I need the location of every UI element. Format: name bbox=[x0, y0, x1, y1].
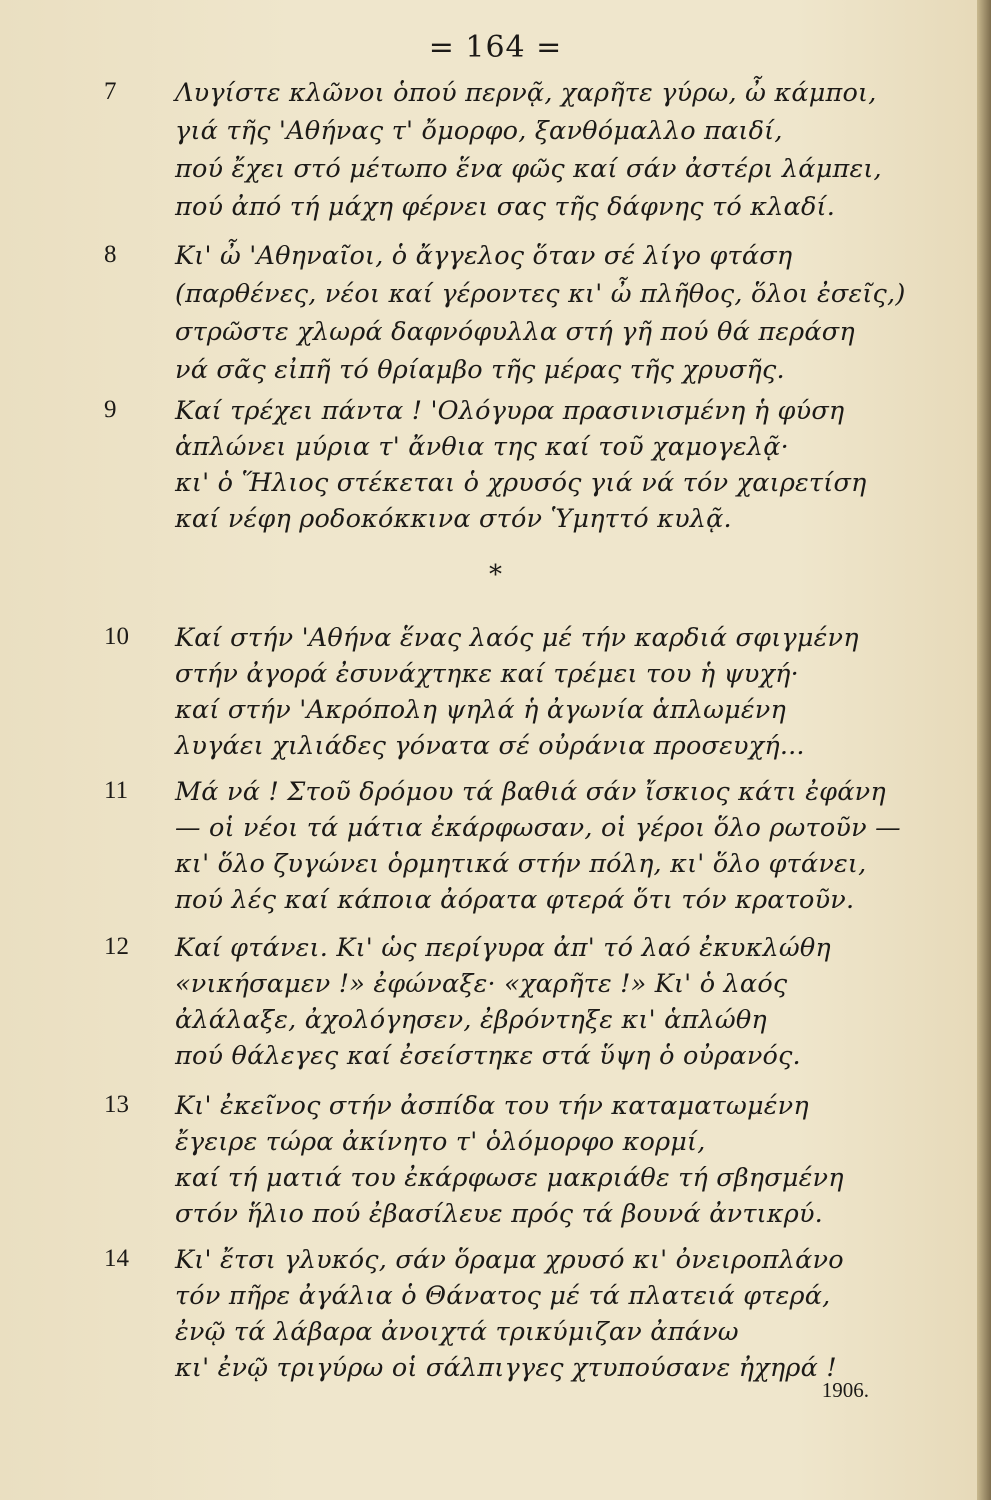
poem-line: καί στήν 'Ακρόπολη ψηλά ἡ ἀγωνία ἁπλωμένη bbox=[175, 695, 786, 725]
stanza-number: 9 bbox=[104, 396, 117, 423]
poem-line: Καί στήν 'Αθήνα ἕνας λαός μέ τήν καρδιά σφιγμένη bbox=[175, 623, 859, 653]
section-divider: * bbox=[489, 560, 502, 590]
poem-line: στήν ἀγορά ἐσυνάχτηκε καί τρέμει του ἡ ψυχή· bbox=[175, 659, 799, 689]
stanza-number: 13 bbox=[104, 1091, 129, 1118]
poem-line: Καί τρέχει πάντα ! 'Ολόγυρα πρασινισμένη ἡ φύση bbox=[175, 396, 845, 426]
poem-line: γιά τῆς 'Αθήνας τ' ὄμορφο, ξανθόμαλλο παιδί, bbox=[175, 116, 783, 146]
poem-line: ἐνῷ τά λάβαρα ἀνοιχτά τρικύμιζαν ἀπάνω bbox=[175, 1317, 739, 1347]
stanza-number: 7 bbox=[104, 78, 117, 105]
poem-line: ἁπλώνει μύρια τ' ἄνθια της καί τοῦ χαμογελᾷ· bbox=[175, 432, 789, 462]
poem-line: Καί φτάνει. Κι' ὡς περίγυρα ἀπ' τό λαό ἐκυκλώθη bbox=[175, 933, 831, 963]
stanza-number: 8 bbox=[104, 241, 117, 268]
poem-line: καί τή ματιά του ἐκάρφωσε μακριάθε τή σβησμένη bbox=[175, 1163, 844, 1193]
poem-line: (παρθένες, νέοι καί γέροντες κι' ὦ πλῆθος, ὅλοι ἐσεῖς,) bbox=[175, 279, 906, 309]
poem-line: πού θάλεγες καί ἐσείστηκε στά ὕψη ὁ οὐρανός. bbox=[175, 1041, 801, 1071]
poem-line: κι' ὅλο ζυγώνει ὁρμητικά στήν πόλη, κι' ὅλο φτάνει, bbox=[175, 849, 867, 879]
stanza-number: 12 bbox=[104, 933, 129, 960]
stanza-number: 10 bbox=[104, 623, 129, 650]
stanza-number: 11 bbox=[104, 777, 129, 804]
poem-line: Λυγίστε κλῶνοι ὁπού περνᾷ, χαρῆτε γύρω, ὦ κάμποι, bbox=[175, 78, 877, 108]
poem-line: κι' ὁ Ἥλιος στέκεται ὁ χρυσός γιά νά τόν χαιρετίση bbox=[175, 468, 867, 498]
date-signature: 1906. bbox=[821, 1378, 869, 1402]
poem-line: Κι' ἐκεῖνος στήν ἀσπίδα του τήν καταματωμένη bbox=[175, 1091, 809, 1121]
poem-line: Κι' ἔτσι γλυκός, σάν ὅραμα χρυσό κι' ὀνειροπλάνο bbox=[175, 1245, 844, 1275]
stanza-number: 14 bbox=[104, 1245, 129, 1272]
page-number: = 164 = bbox=[428, 30, 563, 65]
poem-line: καί νέφη ροδοκόκκινα στόν Ὑμηττό κυλᾷ. bbox=[175, 504, 732, 534]
poem-line: «νικήσαμεν !» ἐφώναξε· «χαρῆτε !» Κι' ὁ λαός bbox=[175, 969, 788, 999]
poem-line: στρῶστε χλωρά δαφνόφυλλα στή γῆ πού θά περάση bbox=[175, 317, 855, 347]
poem-line: νά σᾶς εἰπῆ τό θρίαμβο τῆς μέρας τῆς χρυσῆς. bbox=[175, 355, 785, 385]
poem-line: πού λές καί κάποια ἀόρατα φτερά ὅτι τόν κρατοῦν. bbox=[175, 885, 855, 915]
poem-line: κι' ἐνῷ τριγύρω οἱ σάλπιγγες χτυπούσανε ἠχηρά ! bbox=[175, 1353, 837, 1383]
page-edge bbox=[977, 0, 991, 1500]
poem-line: Μά νά ! Στοῦ δρόμου τά βαθιά σάν ἴσκιος κάτι ἐφάνη bbox=[175, 777, 886, 807]
poem-line: — οἱ νέοι τά μάτια ἐκάρφωσαν, οἱ γέροι ὅλο ρωτοῦν — bbox=[175, 813, 901, 843]
poem-line: στόν ἥλιο πού ἐβασίλευε πρός τά βουνά ἀντικρύ. bbox=[175, 1199, 823, 1229]
poem-line: Κι' ὦ 'Αθηναῖοι, ὁ ἄγγελος ὅταν σέ λίγο φτάση bbox=[175, 241, 793, 271]
poem-line: πού ἀπό τή μάχη φέρνει σας τῆς δάφνης τό κλαδί. bbox=[175, 192, 835, 222]
poem-line: λυγάει χιλιάδες γόνατα σέ οὐράνια προσευχή... bbox=[175, 731, 805, 761]
poem-line: πού ἔχει στό μέτωπο ἕνα φῶς καί σάν ἀστέρι λάμπει, bbox=[175, 154, 882, 184]
poem-line: τόν πῆρε ἀγάλια ὁ Θάνατος μέ τά πλατειά φτερά, bbox=[175, 1281, 831, 1311]
poem-line: ἀλάλαξε, ἀχολόγησεν, ἐβρόντηξε κι' ἁπλώθη bbox=[175, 1005, 767, 1035]
poem-line: ἔγειρε τώρα ἀκίνητο τ' ὁλόμορφο κορμί, bbox=[175, 1127, 706, 1157]
